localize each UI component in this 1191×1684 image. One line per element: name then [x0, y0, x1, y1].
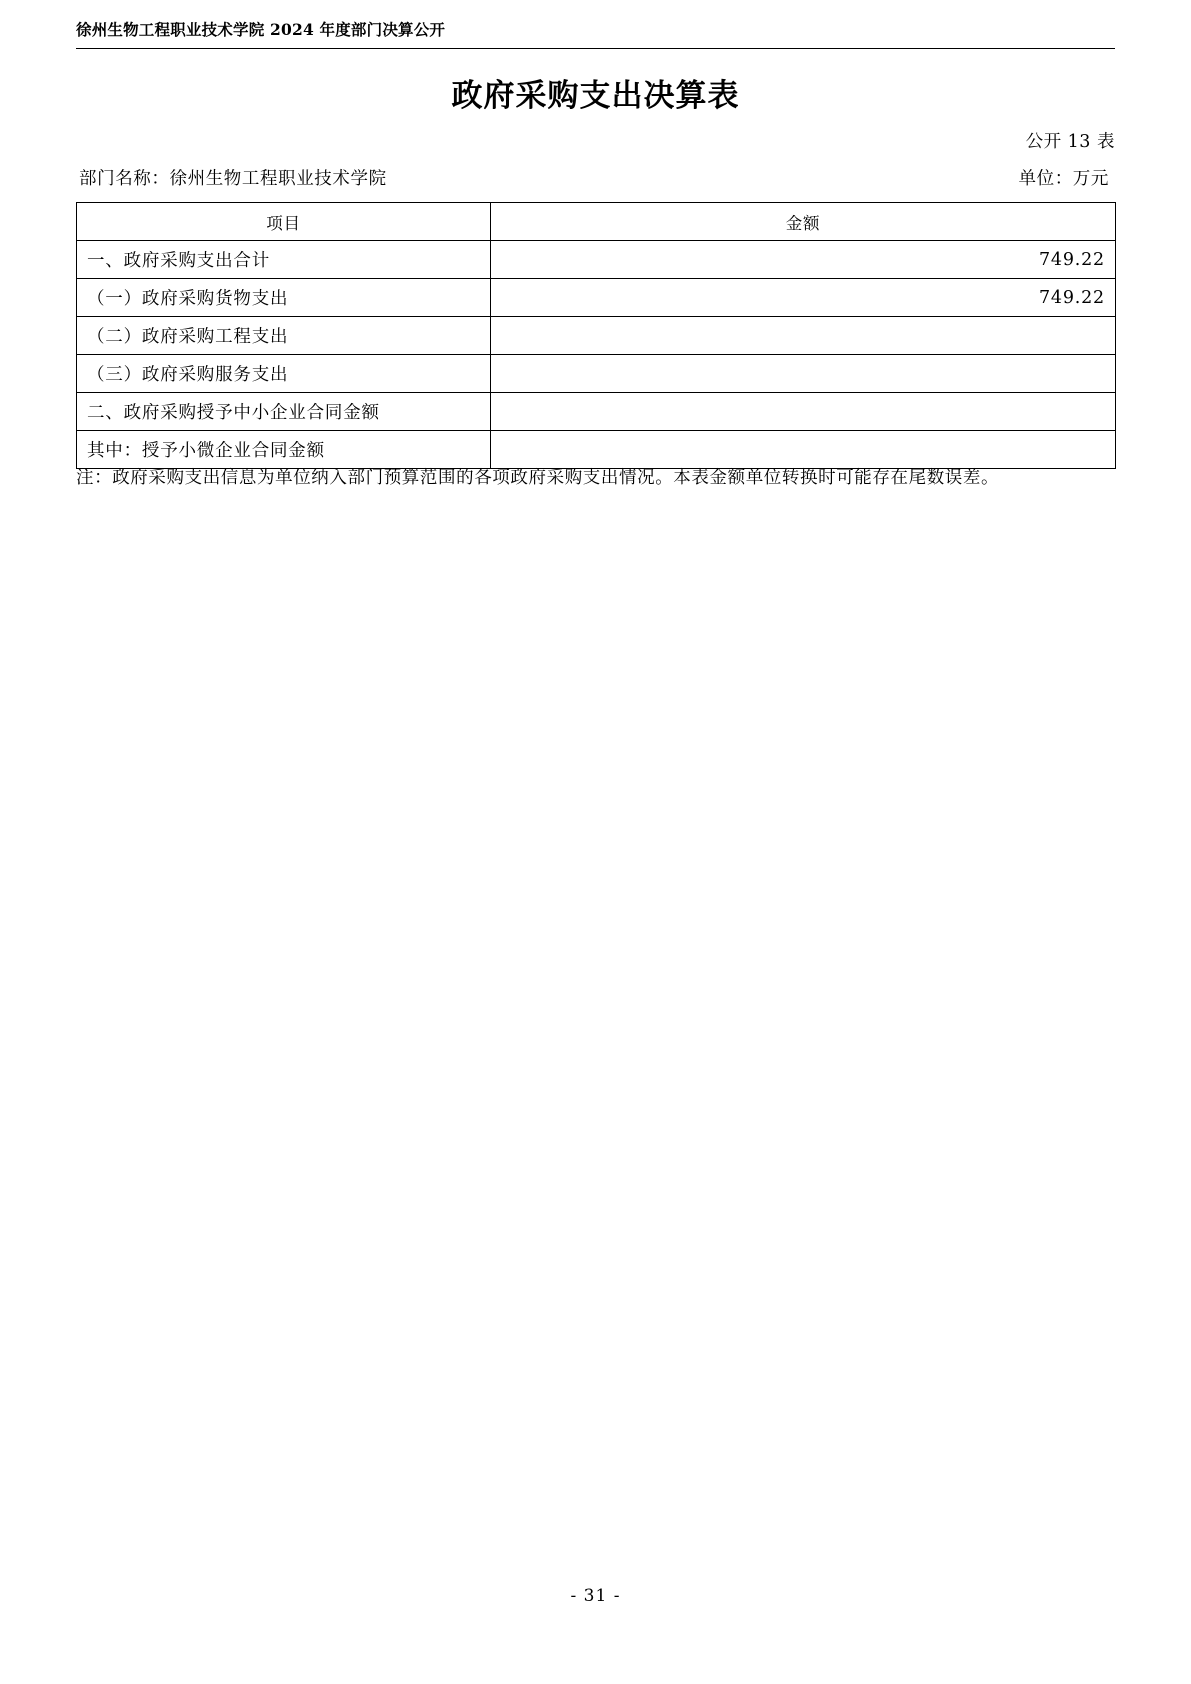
row-amount-value: 749.22 — [491, 241, 1116, 279]
page-title: 政府采购支出决算表 — [451, 78, 740, 114]
table-row — [77, 279, 1116, 317]
row-item-label: 其中：授予小微企业合同金额 — [77, 431, 491, 469]
row-amount-value — [491, 431, 1116, 469]
table-row — [77, 355, 1116, 393]
row-amount-value — [491, 317, 1116, 355]
column-header-item: 项目 — [77, 203, 491, 241]
page-number: - 31 - — [570, 1586, 621, 1606]
table-note: 注：政府采购支出信息为单位纳入部门预算范围的各项政府采购支出情况。本表金额单位转换时可能存在尾数误差。 — [76, 468, 1000, 488]
running-header: 徐州生物工程职业技术学院 2024 年度部门决算公开 — [76, 18, 1115, 49]
table-number-label: 公开 13 表 — [1025, 132, 1115, 152]
row-amount-value — [491, 355, 1116, 393]
row-item-label: （一）政府采购货物支出 — [77, 279, 491, 317]
column-header-amount: 金额 — [491, 203, 1116, 241]
table-meta-row — [76, 165, 1115, 190]
table-header-row — [77, 203, 1116, 241]
department-label: 部门名称： — [79, 169, 170, 189]
row-item-label: 一、政府采购支出合计 — [77, 241, 491, 279]
row-item-label: 二、政府采购授予中小企业合同金额 — [77, 393, 491, 431]
row-amount-value — [491, 393, 1116, 431]
row-item-label: （二）政府采购工程支出 — [77, 317, 491, 355]
row-amount-value: 749.22 — [491, 279, 1116, 317]
department-name — [76, 165, 387, 190]
department-value: 徐州生物工程职业技术学院 — [169, 169, 387, 189]
row-item-label: （三）政府采购服务支出 — [77, 355, 491, 393]
table-row — [77, 317, 1116, 355]
table-row — [77, 393, 1116, 431]
table-row — [77, 241, 1116, 279]
amount-unit-label: 单位：万元 — [1018, 169, 1109, 189]
table-row — [77, 431, 1116, 469]
procurement-expenditure-table — [76, 202, 1116, 469]
